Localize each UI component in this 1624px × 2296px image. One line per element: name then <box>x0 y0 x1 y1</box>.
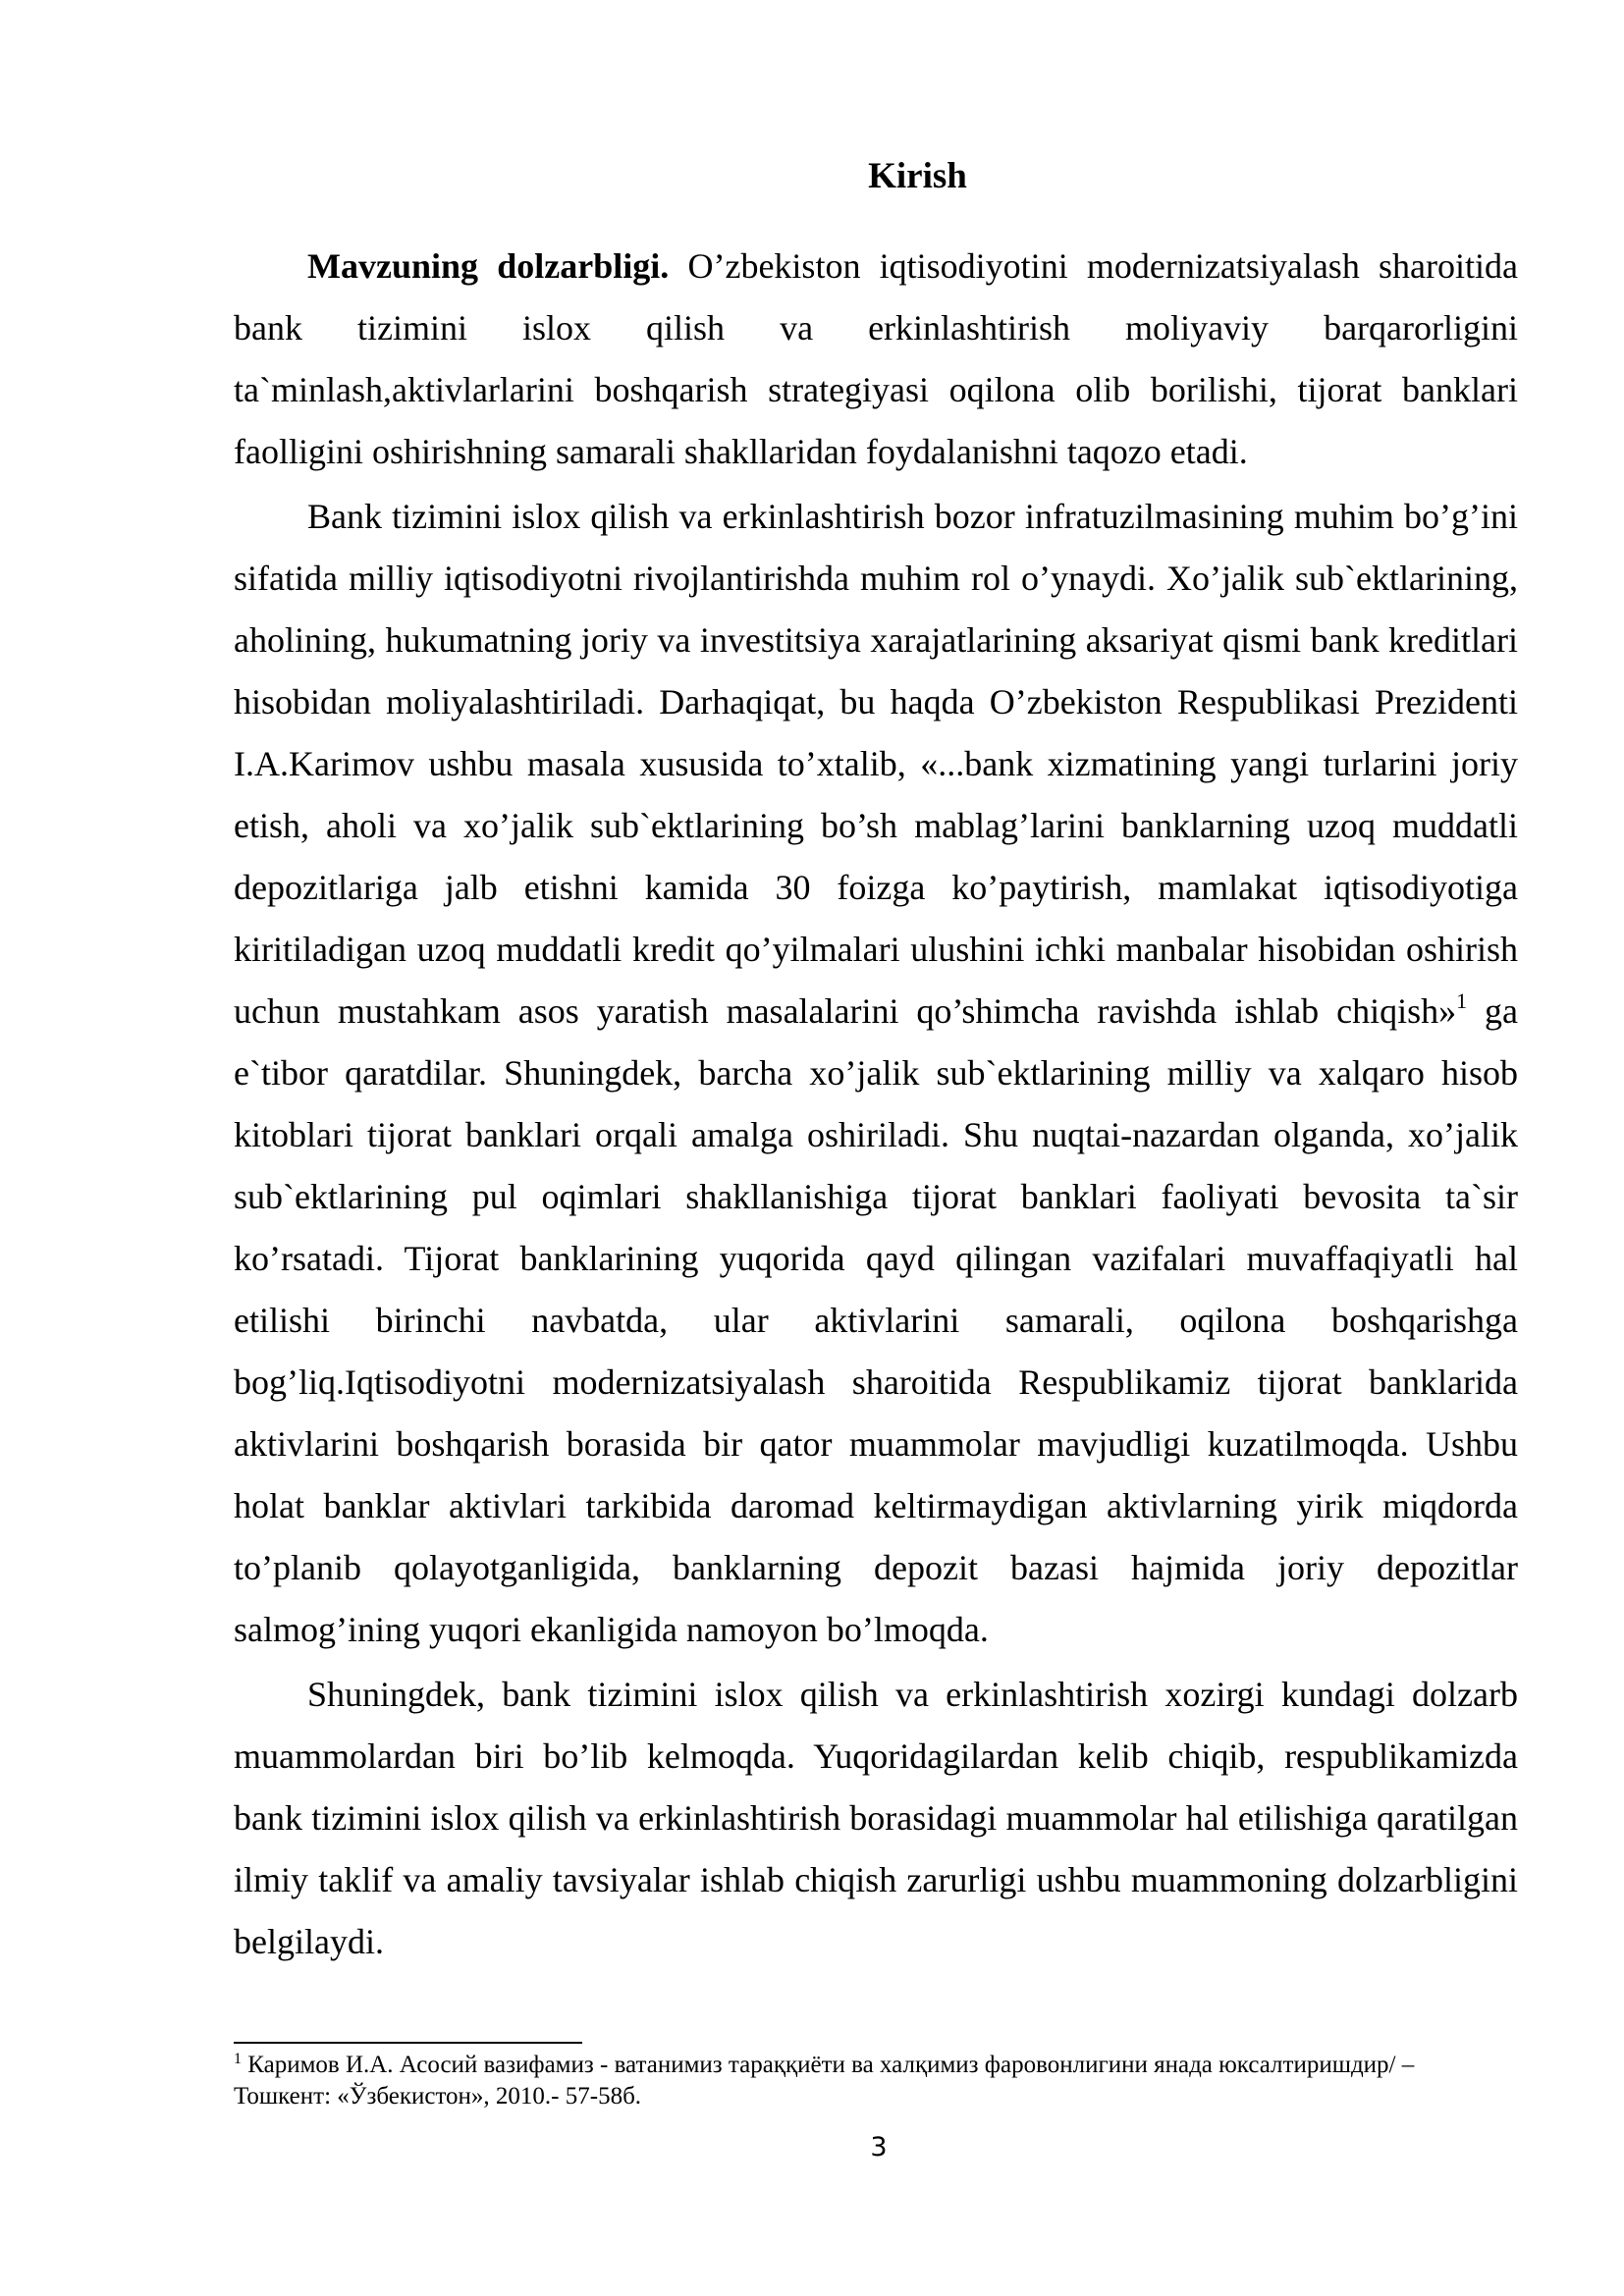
footnote-reference[interactable]: 1 <box>1456 988 1468 1013</box>
footnote-text: Каримов И.А. Асосий вазифамиз - ватанимиз тараққиёти ва халқимиз фаровонлигини янада юксалтиришдир/ –Тошкент: «Ўзбекистон», 2010.- 57-58б. <box>234 2052 1415 2109</box>
paragraph-lead: Mavzuning dolzarbligi. <box>307 246 670 286</box>
paragraph-text: Shuningdek, bank tizimini islox qilish va erkinlashtirish xozirgi kundagi dolzarb muammolardan biri bo’lib kelmoqda. Yuqoridagilardan kelib chiqib, respublikamizda bank tizimini islox qilish va erkinlashtirish borasidagi muammolar hal etilishiga qaratilgan ilmiy taklif va amaliy tavsiyalar ishlab chiqish zarurligi ushbu muammoning dolzarbligini belgilaydi. <box>234 1675 1518 1961</box>
paragraph-text-after-ref: ga e`tibor qaratdilar. Shuningdek, barcha xo’jalik sub`ektlarining milliy va xalqaro hisob kitoblari tijorat banklari orqali amalga oshiriladi. Shu nuqtai-nazardan olganda, xo’jalik sub`ektlarining pul oqimlari shakllanishiga tijorat banklari faoliyati bevosita ta`sir ko’rsatadi. Tijorat banklarining yuqorida qayd qilingan vazifalari muvaffaqiyatli hal etilishi birinchi navbatda, ular aktivlarini samarali, oqilona boshqarishga bog’liq.Iqtisodiyotni modernizatsiyalash sharoitida Respublikamiz tijorat banklarida aktivlarini boshqarish borasida bir qator muammolar mavjudligi kuzatilmoqda. Ushbu holat banklar aktivlari tarkibida daromad keltirmaydigan aktivlarning yirik miqdorda to’planib qolayotganligida, banklarning depozit bazasi hajmida joriy depozitlar salmog’ining yuqori ekanligida namoyon bo’lmoqda. <box>234 991 1518 1649</box>
footnote-separator <box>234 2042 582 2044</box>
paragraph-conclusion <box>234 1664 1518 1973</box>
paragraph-text-before-ref: Bank tizimini islox qilish va erkinlashtirish bozor infratuzilmasining muhim bo’g’ini sifatida milliy iqtisodiyotni rivojlantirishda muhim rol o’ynaydi. Xo’jalik sub`ektlarining, aholining, hukumatning joriy va investitsiya xarajatlarining aksariyat qismi bank kreditlari hisobidan moliyalashtiriladi. Darhaqiqat, bu haqda O’zbekiston Respublikasi Prezidenti I.A.Karimov ushbu masala xususida to’xtalib, «...bank xizmatining yangi turlarini joriy etish, aholi va xo’jalik sub`ektlarining bo’sh mablag’larini banklarning uzoq muddatli depozitlariga jalb etishni kamida 30 foizga ko’paytirish, mamlakat iqtisodiyotiga kiritiladigan uzoq muddatli kredit qo’yilmalari ulushini ichki manbalar hisobidan oshirish uchun mustahkam asos yaratish masalalarini qo’shimcha ravishda ishlab chiqish» <box>234 497 1518 1031</box>
footnote <box>234 2050 1461 2112</box>
body-text <box>234 236 1518 1973</box>
paragraph-text: O’zbekiston iqtisodiyotini modernizatsiyalash sharoitida bank tizimini islox qilish va erkinlashtirish moliyaviy barqarorligini ta`minlash,aktivlarlarini boshqarish strategiyasi oqilona olib borilishi, tijorat banklari faolligini oshirishning samarali shakllaridan foydalanishni taqozo etadi. <box>234 246 1519 471</box>
paragraph-bank-reform <box>234 486 1518 1661</box>
paragraph-relevance <box>234 236 1518 483</box>
section-title: Kirish <box>868 156 967 196</box>
footnote-mark: 1 <box>234 2051 242 2067</box>
page-number: 3 <box>870 2132 888 2163</box>
